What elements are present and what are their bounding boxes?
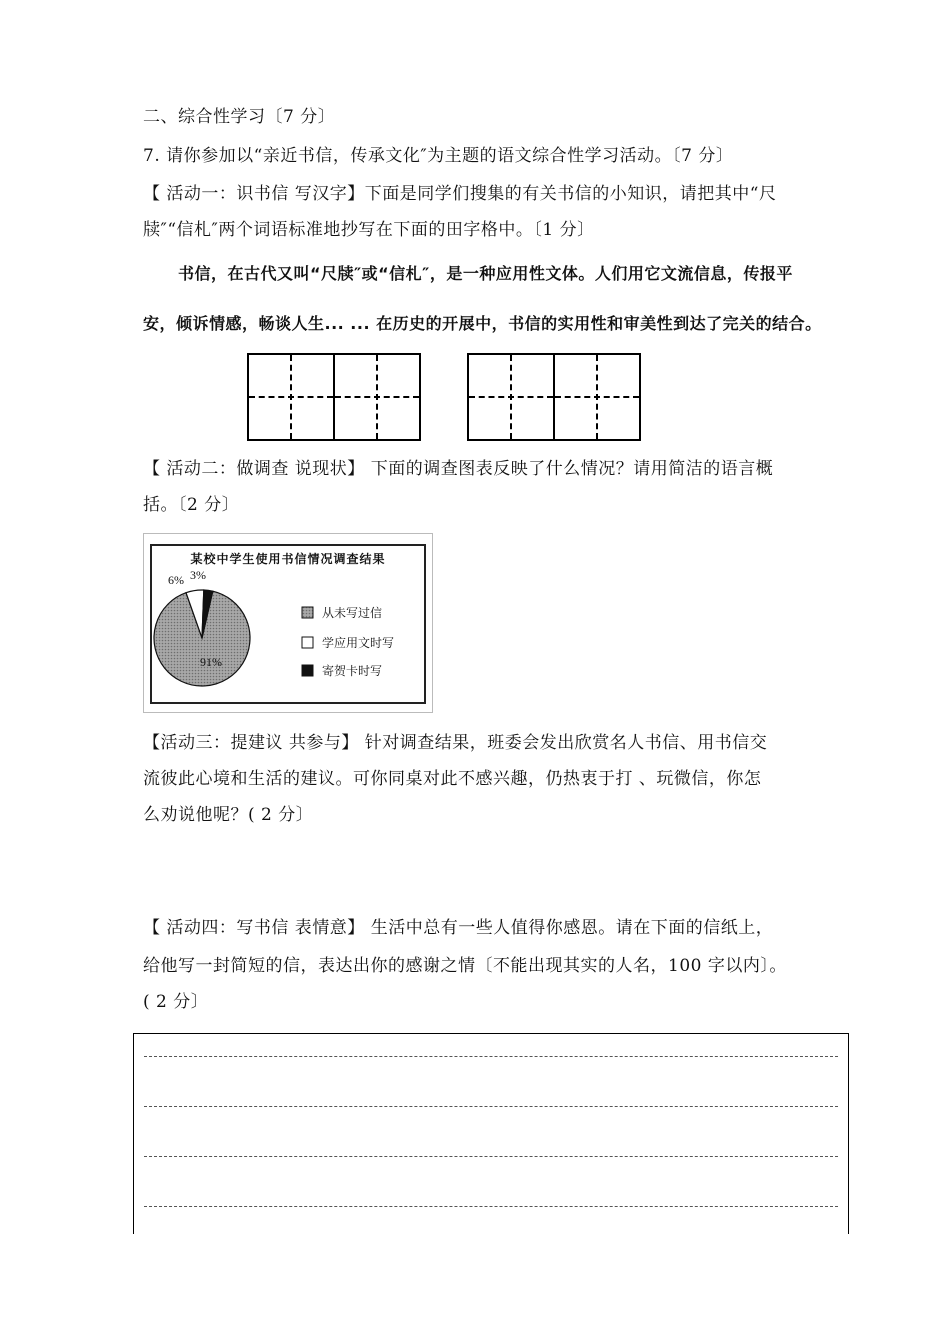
survey-chart — [143, 533, 433, 713]
letter-line[interactable] — [144, 1206, 838, 1207]
letter-writing-area[interactable] — [133, 1033, 849, 1234]
activity3-instruction-line2: 流彼此心境和生活的建议。可你同桌对此不感兴趣，仍热衷于打 、玩微信，你怎 — [143, 769, 762, 789]
pie-chart — [152, 546, 424, 702]
activity4-instruction-line1: 【 活动四：写书信 表情意】 生活中总有一些人值得你感恩。请在下面的信纸上， — [143, 918, 774, 938]
activity1-instruction-line1: 【 活动一：识书信 写汉字】下面是同学们搜集的有关书信的小知识，请把其中“尺 — [143, 184, 777, 204]
legend-label-2: 寄贺卡时写 — [322, 664, 383, 678]
pie-data-label-1: 6% — [168, 573, 184, 587]
activity1-instruction-line2: 牍″“信札″两个词语标准地抄写在下面的田字格中。〔1 分〕 — [143, 220, 595, 240]
activity2-instruction-line1: 【 活动二：做调查 说现状】 下面的调查图表反映了什么情况？请用简洁的语言概 — [143, 459, 774, 479]
letter-line[interactable] — [144, 1056, 838, 1057]
section-title: 二、综合性学习〔7 分〕 — [143, 107, 336, 127]
letter-line[interactable] — [144, 1106, 838, 1107]
passage-line2: 安，倾诉情感，畅谈人生... ... 在历史的开展中，书信的实用性和审美性到达了完关的结合。 — [143, 314, 822, 333]
passage-line1: 书信，在古代又叫“尺牍″或“信札″，是一种应用性文体。人们用它文流信息，传报平 — [178, 264, 793, 283]
activity4-instruction-line3: ( 2 分〕 — [143, 992, 209, 1012]
pie-data-label-0: 91% — [200, 655, 222, 669]
pie-data-label-2: 3% — [190, 568, 206, 582]
tianzige-grid-xinzha[interactable] — [467, 353, 639, 441]
legend-swatch-0 — [302, 607, 313, 618]
tianzige-cell[interactable] — [467, 353, 555, 441]
chart-frame — [150, 544, 426, 704]
activity3-instruction-line1: 【活动三：提建议 共参与】 针对调查结果，班委会发出欣赏名人书信、用书信交 — [143, 733, 768, 753]
tianzige-grid-chidu[interactable] — [247, 353, 419, 441]
tianzige-cell[interactable] — [333, 353, 421, 441]
question-7: 7. 请你参加以“亲近书信，传承文化″为主题的语文综合性学习活动。〔7 分〕 — [143, 146, 734, 166]
activity4-instruction-line2: 给他写一封简短的信，表达出你的感谢之情〔不能出现其实的人名，100 字以内〕。 — [143, 956, 787, 976]
letter-line[interactable] — [144, 1156, 838, 1157]
legend-label-1: 学应用文时写 — [322, 636, 395, 650]
activity2-instruction-line2: 括。〔2 分〕 — [143, 495, 240, 515]
legend-swatch-2 — [302, 665, 313, 676]
legend-label-0: 从未写过信 — [322, 606, 383, 620]
chart-title: 某校中学生使用书信情况调查结果 — [190, 552, 386, 566]
tianzige-cell[interactable] — [247, 353, 335, 441]
activity3-instruction-line3: 么劝说他呢？( 2 分〕 — [143, 805, 314, 825]
tianzige-cell[interactable] — [553, 353, 641, 441]
legend-swatch-1 — [302, 637, 313, 648]
